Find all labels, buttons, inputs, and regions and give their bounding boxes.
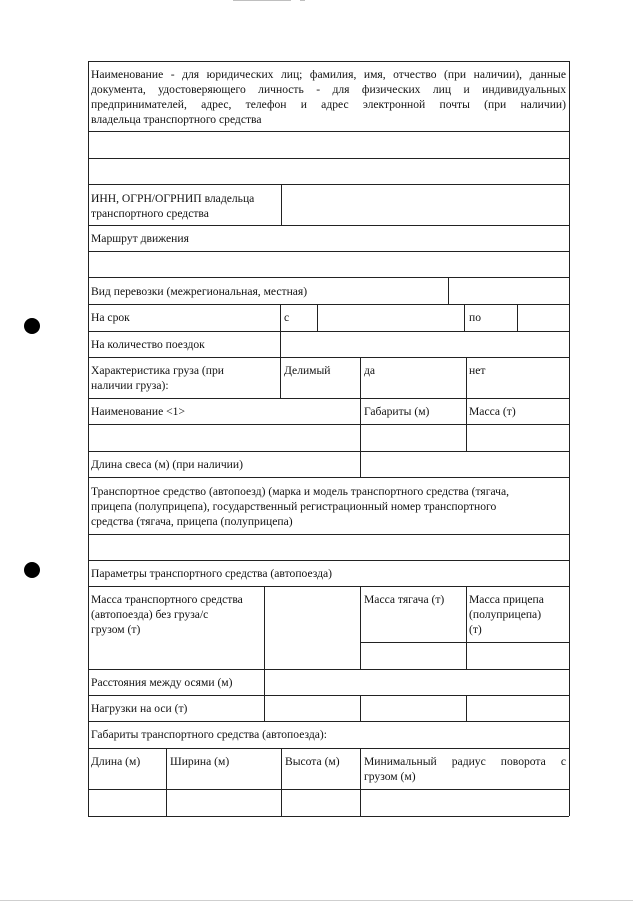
vehicle-label-line-3: средства (тягача, прицепа (полуприцепа): [91, 515, 293, 528]
term-from-date-field[interactable]: [318, 305, 464, 331]
axle-distance-field[interactable]: [265, 670, 569, 695]
vehicle-value-field[interactable]: [89, 535, 569, 560]
tractor-mass-label: Масса тягача (т): [364, 593, 445, 606]
transport-type-field[interactable]: [449, 278, 569, 304]
term-from-label: с: [284, 311, 290, 324]
vehicle-mass-label-line-2: (автопоезда) без груза/с: [91, 608, 209, 621]
owner-name-value-field[interactable]: [89, 132, 569, 158]
cargo-label-line-1: Характеристика груза (при: [91, 364, 224, 377]
vehicle-mass-label-line-1: Масса транспортного средства: [91, 593, 243, 606]
cargo-divisible-yes-option[interactable]: да: [364, 364, 376, 377]
vehicle-label-line-1: Транспортное средство (автопоезд) (марка и модель транспортного средства (тягача,: [91, 485, 510, 498]
overhang-label: Длина свеса (м) (при наличии): [91, 458, 243, 471]
axle-load-field-2[interactable]: [361, 696, 466, 721]
vehicle-label-line-2: прицепа (полуприцепа), государственный регистрационный номер транспортного: [91, 500, 497, 513]
cell-divider: [280, 357, 281, 398]
row-border: [88, 398, 569, 399]
owner-name-value-field-2[interactable]: [89, 159, 569, 184]
owner-name-label-line-2: документа, удостоверяющего личность - для физических лиц и индивидуальных: [91, 83, 566, 96]
trailer-mass-label-line-1: Масса прицепа: [469, 593, 544, 606]
vehicle-params-label: Параметры транспортного средства (автопоезда): [91, 567, 333, 580]
cargo-name-header: Наименование <1>: [91, 405, 186, 418]
row-border: [88, 721, 569, 722]
cargo-dimensions-field[interactable]: [361, 425, 466, 451]
cargo-mass-header: Масса (т): [469, 405, 516, 418]
turn-radius-value-field[interactable]: [361, 790, 569, 816]
tractor-mass-value-field[interactable]: [361, 643, 466, 669]
row-border: [88, 748, 569, 749]
turn-radius-header-line-2: грузом (м): [364, 770, 416, 783]
turn-radius-header-line-1: Минимальный радиус поворота с: [364, 755, 566, 768]
length-value-field[interactable]: [89, 790, 166, 816]
cargo-dimensions-header: Габариты (м): [364, 405, 430, 418]
trailer-mass-value-field[interactable]: [467, 643, 569, 669]
cargo-label-line-2: наличии груза):: [91, 379, 169, 392]
permit-application-form: [88, 61, 569, 816]
width-header: Ширина (м): [170, 755, 230, 768]
punch-hole: [24, 562, 40, 578]
vehicle-dims-label: Габариты транспортного средства (автопоезда):: [91, 728, 327, 741]
cargo-mass-field[interactable]: [467, 425, 569, 451]
owner-name-label-line-1: Наименование - для юридических лиц; фамилия, имя, отчество (при наличии), данные: [91, 68, 566, 81]
trips-label: На количество поездок: [91, 338, 205, 351]
row-border: [88, 560, 569, 561]
transport-type-label: Вид перевозки (межрегиональная, местная): [91, 285, 308, 298]
row-border: [88, 61, 569, 62]
route-value-field[interactable]: [89, 252, 569, 277]
cell-divider: [280, 304, 281, 331]
term-to-date-field[interactable]: [518, 305, 569, 331]
cargo-name-field[interactable]: [89, 425, 360, 451]
row-border: [88, 477, 569, 478]
row-border: [88, 225, 569, 226]
trips-count-field[interactable]: [281, 332, 569, 357]
trailer-mass-label-line-3: (т): [469, 623, 482, 636]
cargo-divisible-no-option[interactable]: нет: [469, 364, 486, 377]
owner-name-label-line-4: владельца транспортного средства: [91, 113, 262, 126]
scan-edge-mark: [233, 0, 291, 1]
inn-label-line-2: транспортного средства: [91, 207, 209, 220]
width-value-field[interactable]: [167, 790, 281, 816]
axle-distance-label: Расстояния между осями (м): [91, 676, 233, 689]
height-header: Высота (м): [285, 755, 340, 768]
scan-edge-line: [0, 900, 633, 901]
row-border: [88, 816, 569, 817]
overhang-value-field[interactable]: [361, 452, 569, 477]
vehicle-mass-value-field[interactable]: [265, 587, 360, 669]
punch-hole: [24, 318, 40, 334]
length-header: Длина (м): [91, 755, 141, 768]
cell-divider: [464, 304, 465, 331]
height-value-field[interactable]: [282, 790, 360, 816]
term-to-label: по: [469, 311, 482, 324]
inn-label-line-1: ИНН, ОГРН/ОГРНИП владельца: [91, 192, 255, 205]
cargo-divisible-label: Делимый: [284, 364, 331, 377]
axle-load-field-1[interactable]: [265, 696, 360, 721]
table-border-right: [569, 61, 570, 816]
inn-value-field[interactable]: [282, 185, 569, 225]
term-label: На срок: [91, 311, 130, 324]
scan-edge-mark: [300, 0, 305, 1]
axle-load-label: Нагрузки на оси (т): [91, 702, 188, 715]
axle-load-field-3[interactable]: [467, 696, 569, 721]
trailer-mass-label-line-2: (полуприцепа): [469, 608, 542, 621]
row-border: [88, 357, 569, 358]
route-label: Маршрут движения: [91, 232, 189, 245]
owner-name-label-line-3: предпринимателей, адрес, телефон и адрес электронной почты (при наличии): [91, 98, 566, 111]
vehicle-mass-label-line-3: грузом (т): [91, 623, 141, 636]
